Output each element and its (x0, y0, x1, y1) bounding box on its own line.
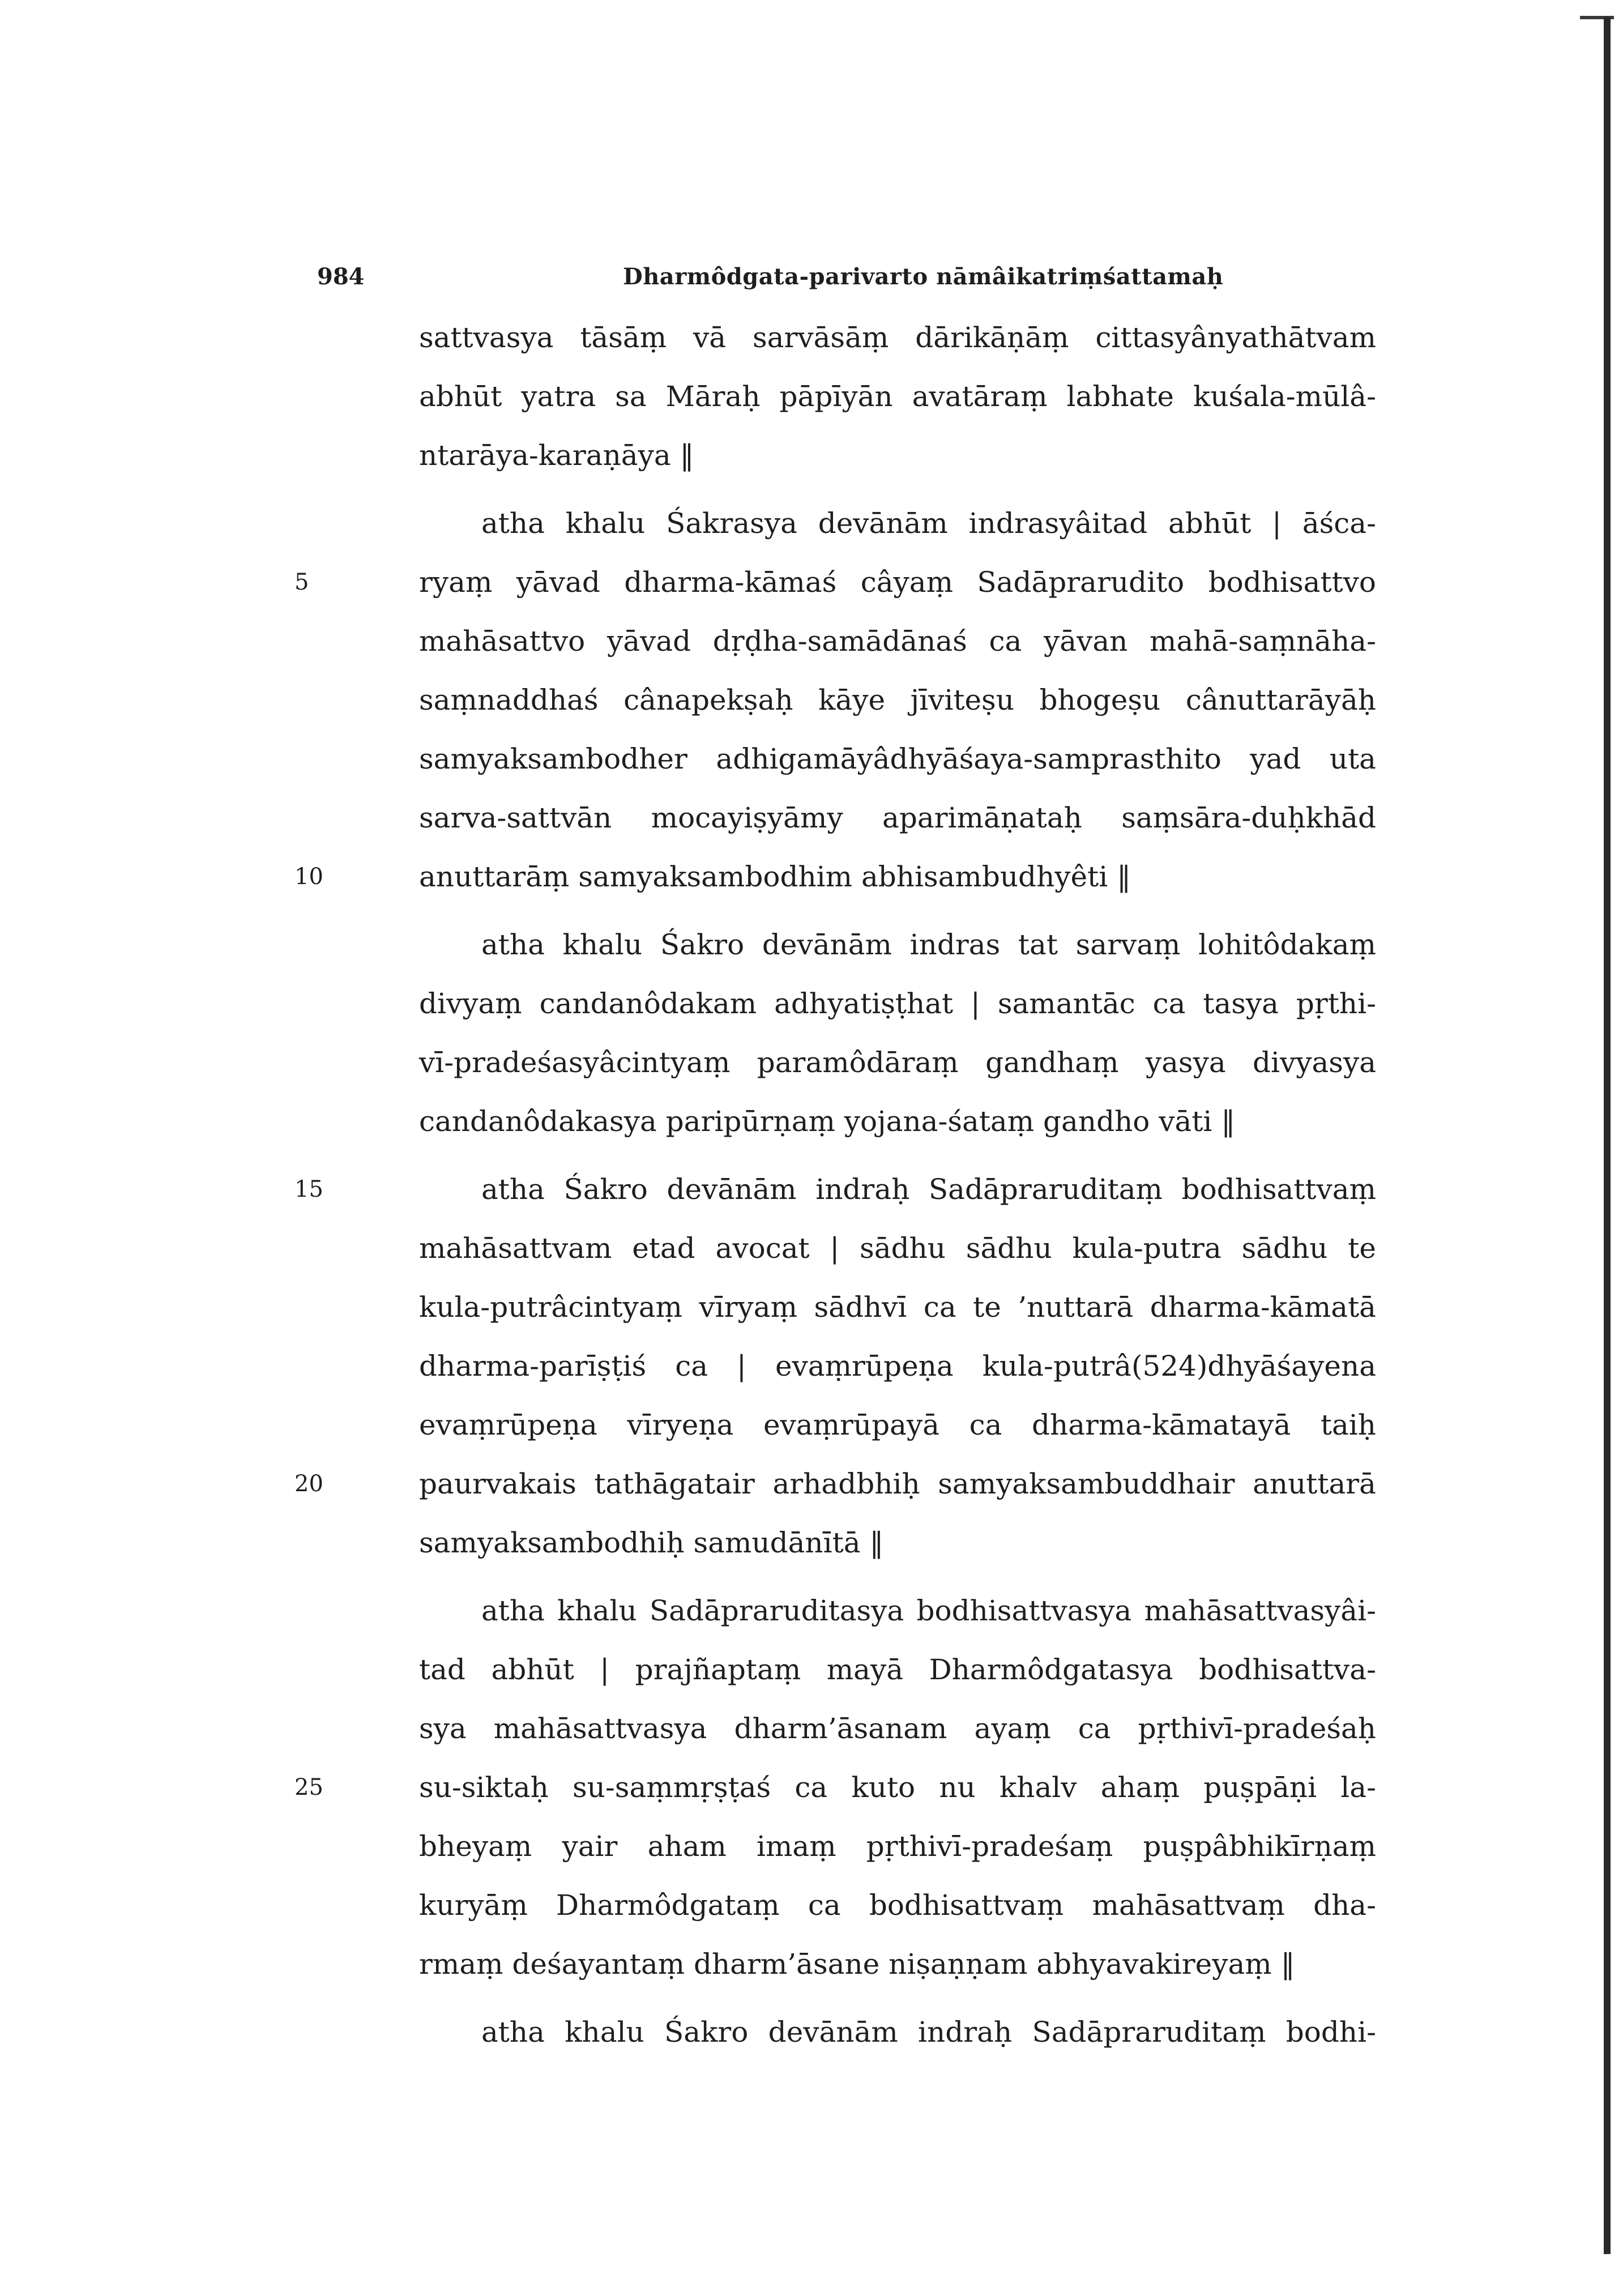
text-line: mahāsattvam etad avocat | sādhu sādhu kula-putra sādhu te (419, 1232, 1376, 1265)
line-number: 10 (294, 864, 323, 890)
running-title: Dharmôdgata-parivarto nāmâikatriṃśattamaḥ (623, 263, 1224, 290)
text-line: atha khalu Śakro devānām indras tat sarvaṃ lohitôdakaṃ (481, 928, 1376, 961)
text-line: sarva-sattvān mocayiṣyāmy aparimāṇataḥ saṃsāra-duḥkhād (419, 801, 1376, 834)
text-line: kula-putrâcintyaṃ vīryaṃ sādhvī ca te ’nuttarā dharma-kāmatā (419, 1291, 1376, 1324)
text-line: saṃnaddhaś cânapekṣaḥ kāye jīviteṣu bhogeṣu cânuttarāyāḥ (419, 684, 1376, 716)
text-line: ryaṃ yāvad dharma-kāmaś câyaṃ Sadāprarudito bodhisattvo (419, 566, 1376, 599)
text-line: anuttarāṃ samyaksambodhim abhisambudhyêti ‖ (419, 860, 1131, 893)
text-line: rmaṃ deśayantaṃ dharm’āsane niṣaṇṇam abhyavakireyaṃ ‖ (419, 1948, 1295, 1981)
text-line: atha Śakro devānām indraḥ Sadāpraruditaṃ bodhisattvaṃ (481, 1173, 1376, 1206)
text-line: atha khalu Śakro devānām indraḥ Sadāpraruditaṃ bodhi- (481, 2016, 1376, 2049)
text-line: divyaṃ candanôdakam adhyatiṣṭhat | samantāc ca tasya pṛthi- (419, 987, 1376, 1020)
text-line: abhūt yatra sa Māraḥ pāpīyān avatāraṃ labhate kuśala-mūlâ- (419, 380, 1376, 413)
text-line: sya mahāsattvasya dharm’āsanam ayaṃ ca pṛthivī-pradeśaḥ (419, 1712, 1376, 1745)
text-line: atha khalu Sadāpraruditasya bodhisattvasya mahāsattvasyâi- (481, 1594, 1376, 1627)
text-line: kuryāṃ Dharmôdgataṃ ca bodhisattvaṃ mahāsattvaṃ dha- (419, 1889, 1376, 1922)
text-line: samyaksambodher adhigamāyâdhyāśaya-samprasthito yad uta (419, 742, 1376, 775)
line-number: 5 (294, 569, 309, 595)
text-line: su-siktaḥ su-saṃmṛṣṭaś ca kuto nu khalv ahaṃ puṣpāṇi la- (419, 1771, 1376, 1804)
text-line: tad abhūt | prajñaptaṃ mayā Dharmôdgatasya bodhisattva- (419, 1653, 1376, 1686)
line-number: 15 (294, 1176, 323, 1202)
text-line: mahāsattvo yāvad dṛḍha-samādānaś ca yāvan mahā-saṃnāha- (419, 625, 1376, 658)
text-line: candanôdakasya paripūrṇaṃ yojana-śataṃ gandho vāti ‖ (419, 1105, 1236, 1138)
text-line: evaṃrūpeṇa vīryeṇa evaṃrūpayā ca dharma-kāmatayā taiḥ (419, 1409, 1376, 1441)
line-number: 25 (294, 1774, 323, 1800)
page-edge-border (1604, 17, 1611, 2254)
text-line: atha khalu Śakrasya devānām indrasyâitad abhūt | āśca- (481, 507, 1376, 540)
text-line: samyaksambodhiḥ samudānītā ‖ (419, 1526, 884, 1559)
text-line: sattvasya tāsāṃ vā sarvāsāṃ dārikāṇāṃ cittasyânyathātvam (419, 321, 1376, 354)
page-number: 984 (317, 263, 365, 290)
line-number: 20 (294, 1471, 323, 1497)
text-line: vī-pradeśasyâcintyaṃ paramôdāraṃ gandhaṃ yasya divyasya (419, 1046, 1376, 1079)
text-line: ntarāya-karaṇāya ‖ (419, 439, 694, 472)
text-line: dharma-parīṣṭiś ca | evaṃrūpeṇa kula-putrâ(524)dhyāśayena (419, 1350, 1376, 1382)
text-line: bheyaṃ yair aham imaṃ pṛthivī-pradeśaṃ puṣpâbhikīrṇaṃ (419, 1830, 1376, 1863)
text-line: paurvakais tathāgatair arhadbhiḥ samyaksambuddhair anuttarā (419, 1467, 1376, 1500)
